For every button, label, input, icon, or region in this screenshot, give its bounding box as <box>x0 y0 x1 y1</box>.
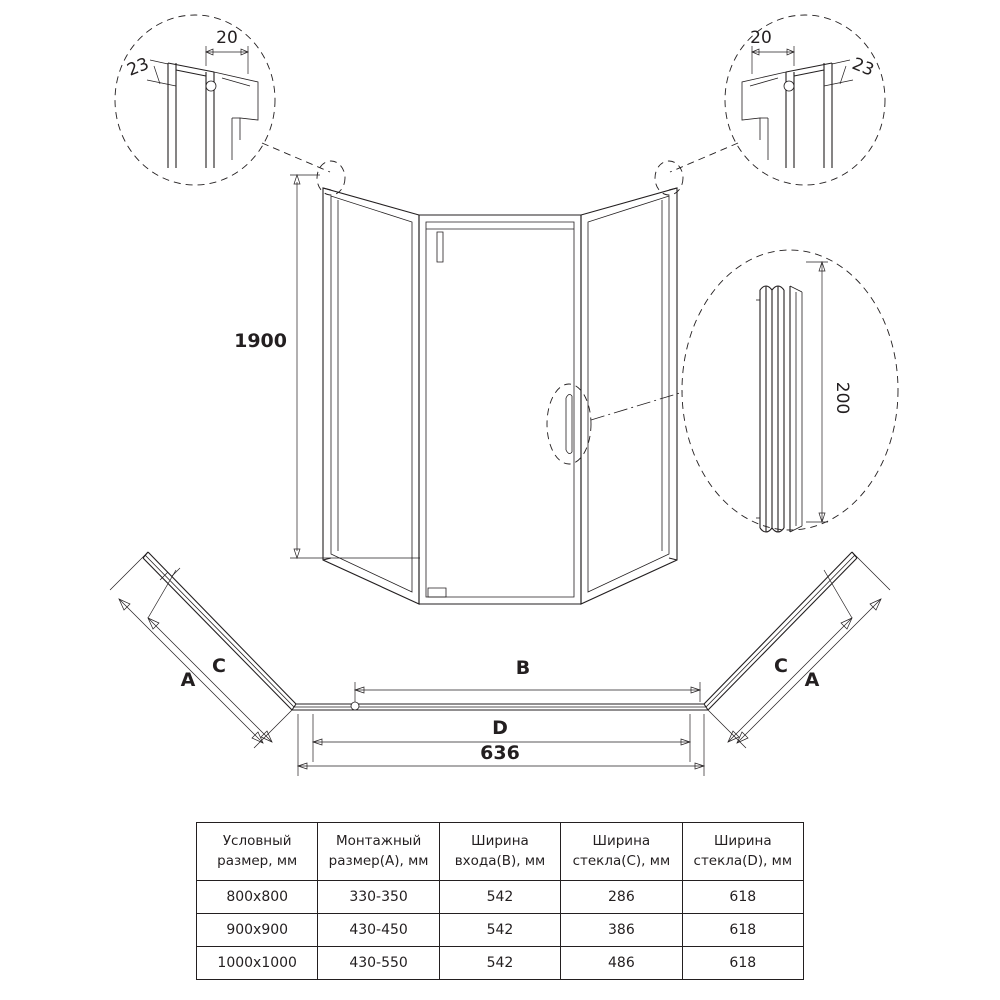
detail-callout-right <box>655 15 885 195</box>
detail-callout-left <box>115 15 345 195</box>
table-cell: 900x900 <box>197 914 318 947</box>
table-cell: 1000x1000 <box>197 947 318 980</box>
plan-b-label: B <box>515 657 531 679</box>
table-header-cell: Монтажный размер(A), мм <box>318 823 439 881</box>
table-header-cell: Условный размер, мм <box>197 823 318 881</box>
handle-length-label: 200 <box>832 381 852 415</box>
table-cell: 800x800 <box>197 881 318 914</box>
plan-d-label: D <box>492 717 508 739</box>
table-header-row <box>197 823 804 881</box>
plan-left-c-label: C <box>212 655 226 677</box>
table-cell: 542 <box>439 947 560 980</box>
detail-left-dim-23: 23 <box>124 54 152 81</box>
height-dimension-1900 <box>234 175 420 558</box>
specification-table <box>196 822 804 980</box>
detail-left-dim-20: 20 <box>216 28 238 48</box>
table-cell: 386 <box>561 914 682 947</box>
table-cell: 618 <box>682 947 803 980</box>
plan-left-a-label: A <box>180 669 196 691</box>
table-cell: 486 <box>561 947 682 980</box>
table-cell: 286 <box>561 881 682 914</box>
plan-view <box>110 552 890 776</box>
handle-detail-callout <box>547 250 898 532</box>
table-cell: 330-350 <box>318 881 439 914</box>
plan-right-a-label: A <box>804 669 820 691</box>
table-row <box>197 947 804 980</box>
height-label: 1900 <box>234 330 287 352</box>
plan-right-c-label: C <box>774 655 788 677</box>
table-header-cell: Ширина стекла(C), мм <box>561 823 682 881</box>
table-cell: 542 <box>439 914 560 947</box>
table-cell: 430-550 <box>318 947 439 980</box>
table-cell: 618 <box>682 914 803 947</box>
table-cell: 430-450 <box>318 914 439 947</box>
table-header-cell: Ширина входа(B), мм <box>439 823 560 881</box>
shower-enclosure-main-view <box>323 188 677 604</box>
table-cell: 542 <box>439 881 560 914</box>
detail-right-dim-20: 20 <box>750 28 772 48</box>
table-row <box>197 914 804 947</box>
detail-right-dim-23: 23 <box>849 54 877 81</box>
plan-d-value-label: 636 <box>480 742 520 764</box>
table-row <box>197 881 804 914</box>
table-header-cell: Ширина стекла(D), мм <box>682 823 803 881</box>
table-cell: 618 <box>682 881 803 914</box>
